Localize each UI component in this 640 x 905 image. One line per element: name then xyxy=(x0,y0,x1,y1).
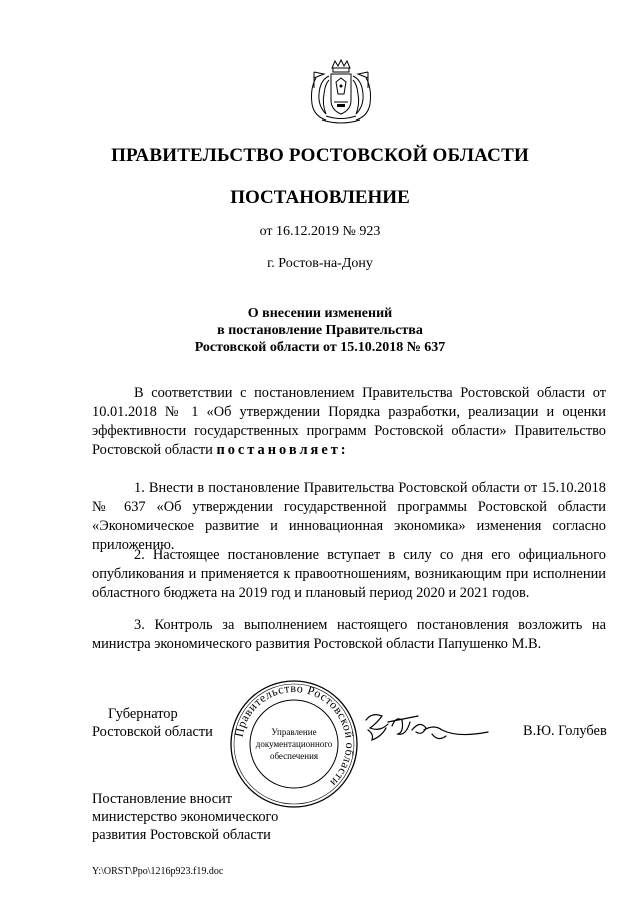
submitted-by-line: Постановление вносит xyxy=(92,791,233,807)
signatory-name: В.Ю. Голубев xyxy=(523,723,607,739)
seal-center-line: Управление xyxy=(271,727,317,737)
seal-ring-text: Правительство Ростовской области xyxy=(231,680,358,790)
resolution-item-3: 3. Контроль за выполнением настоящего постановления возложить на министра экономического развития Ростовской области Папушенко М.В. xyxy=(92,617,606,652)
subject-line: в постановление Правительства xyxy=(217,323,423,338)
preamble-paragraph xyxy=(92,384,606,460)
preamble-text: В соответствии с постановлением Правительства Ростовской области от 10.01.2018 № 1 «Об утверждении Порядка разработки, реализации и оценки эффективности государственных программ Ростовской области» Правительство Ростовской области xyxy=(92,385,606,458)
submitted-by-line: министерство экономического xyxy=(92,809,279,825)
document-subject xyxy=(0,305,640,356)
submitted-by-note xyxy=(92,790,278,844)
seal-center-line: обеспечения xyxy=(269,751,319,761)
handwritten-signature xyxy=(362,706,494,752)
submitted-by-line: развития Ростовской области xyxy=(92,827,271,843)
resolves-word: постановляет: xyxy=(216,442,349,458)
coat-of-arms-icon xyxy=(296,58,386,126)
resolution-item-2: 2. Настоящее постановление вступает в силу со дня его официального опубликования и применяется к правоотношениям, возникающим при исполнении областного бюджета на 2019 год и плановый период 2020 и 2021 годов. xyxy=(92,547,606,601)
document-date-number: от 16.12.2019 № 923 xyxy=(259,224,381,239)
seal-center-line: документационного xyxy=(255,739,333,749)
subject-line: Ростовской области от 15.10.2018 № 637 xyxy=(194,340,446,355)
signatory-position-line2: Ростовской области xyxy=(92,724,213,740)
subject-line: О внесении изменений xyxy=(247,306,393,321)
document-city: г. Ростов-на-Дону xyxy=(267,256,373,271)
document-type-title: ПОСТАНОВЛЕНИЕ xyxy=(230,187,410,208)
government-title: ПРАВИТЕЛЬСТВО РОСТОВСКОЙ ОБЛАСТИ xyxy=(111,145,529,166)
resolution-item-1: 1. Внести в постановление Правительства Ростовской области от 15.10.2018 № 637 «Об утверждении государственной программы Ростовской области «Экономическое развитие и инновационная экономика» изменения согласно приложению. xyxy=(92,480,606,553)
file-path-footer: Y:\ORST\Ppo\1216p923.f19.doc xyxy=(92,866,224,877)
signatory-position-line1: Губернатор xyxy=(108,706,178,722)
